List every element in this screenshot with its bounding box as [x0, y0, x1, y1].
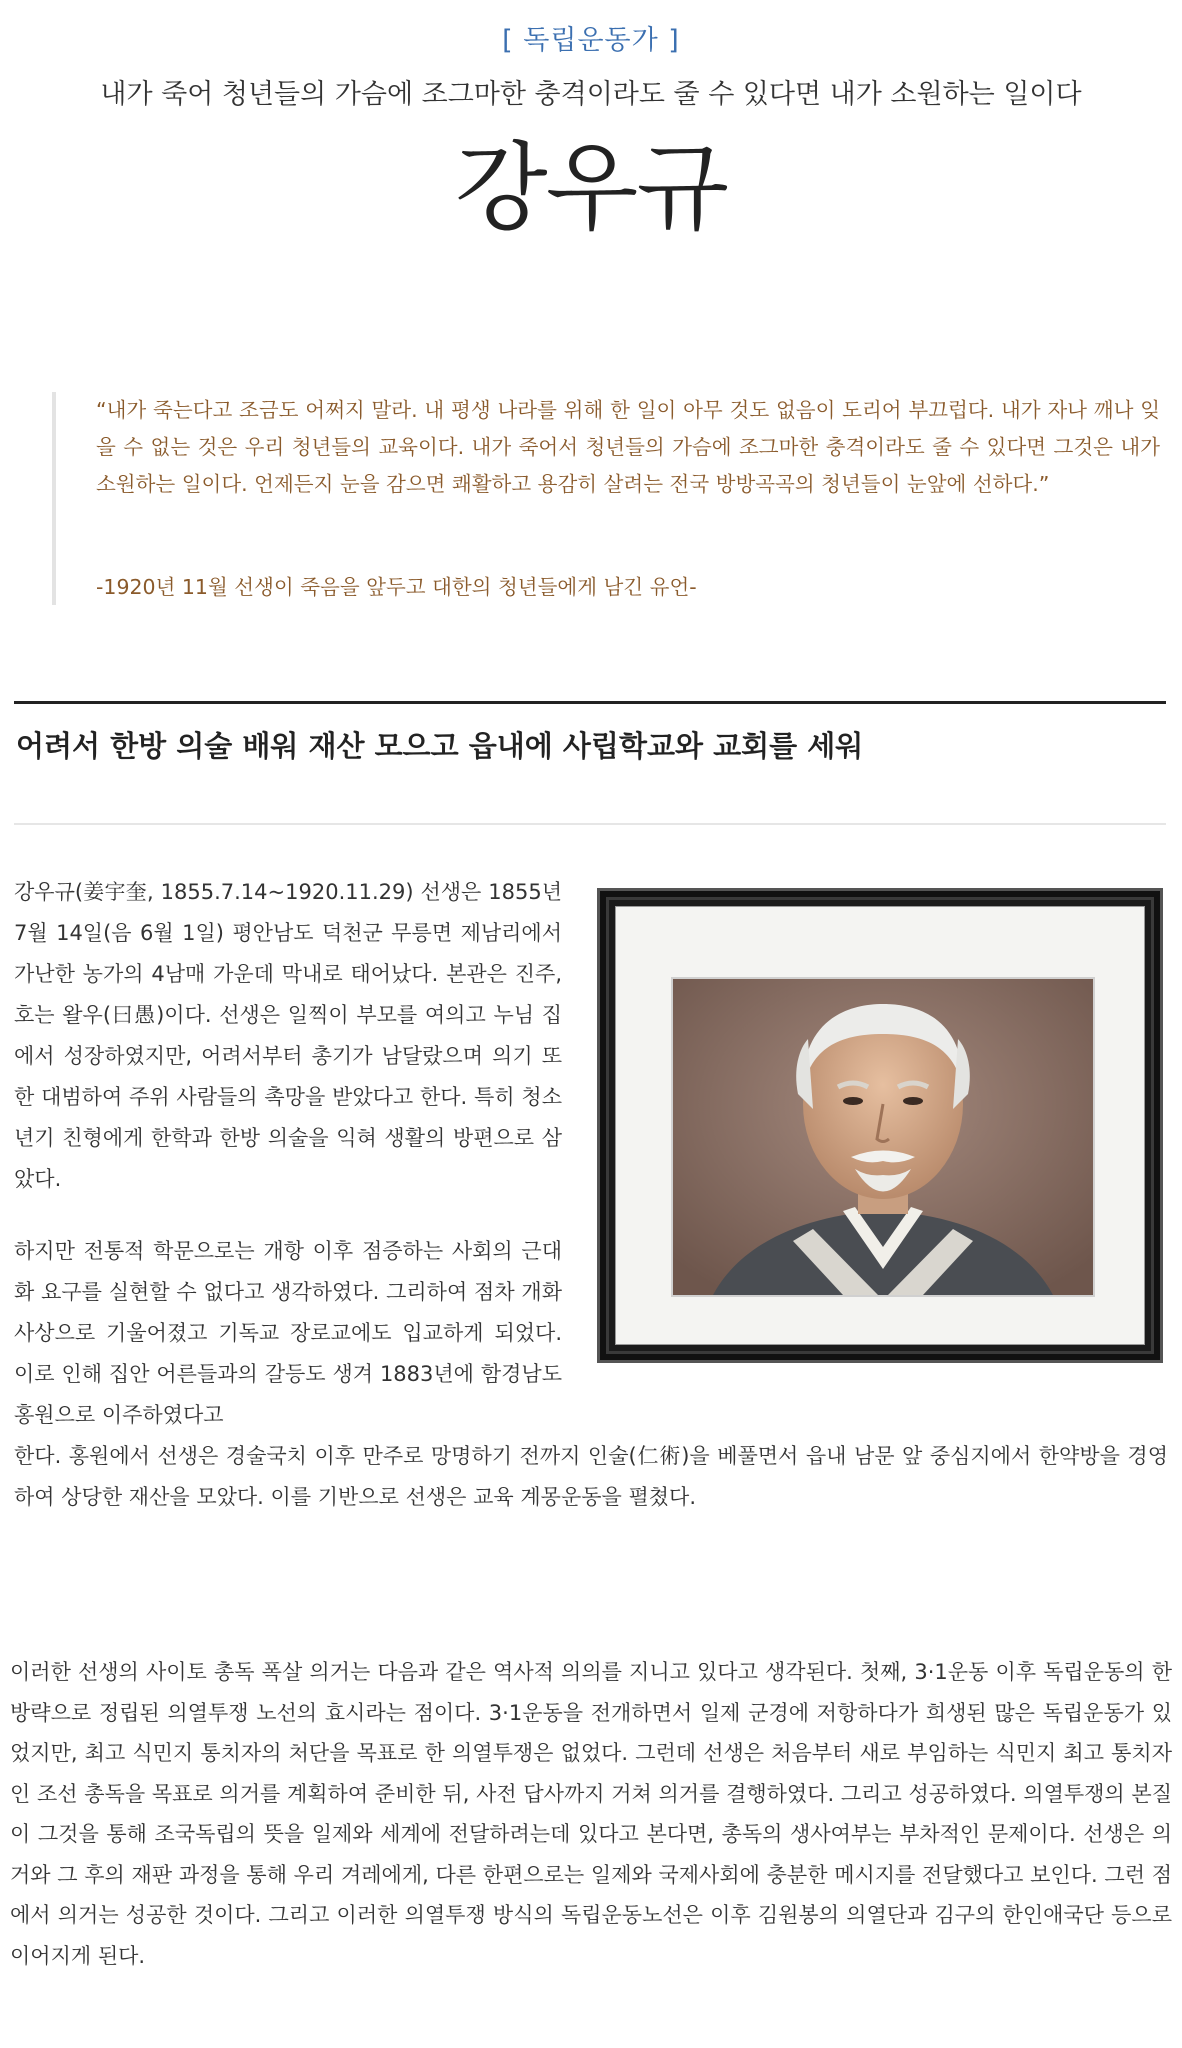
body-paragraph-3: 이러한 선생의 사이토 총독 폭살 의거는 다음과 같은 역사적 의의를 지니고 있다고 생각된다. 첫째, 3·1운동 이후 독립운동의 한 방략으로 정립된 의열투쟁 노선의 효시라는 점이다. 3·1운동을 전개하면서 일제 군경에 저항하다가 희생된 많은 독립운동가 있었지만, 최고 식민지 통치자의 처단을 목표로 한 의열투쟁은 없었다. 그런데 선생은 처음부터 새로 부임하는 식민지 최고 통치자인 조선 총독을 목표로 의거를 계획하여 준비한 뒤, 사전 답사까지 거쳐 의거를 결행하였다. 그리고 성공하였다. 의열투쟁의 본질이 그것을 통해 조국독립의 뜻을 일제와 세계에 전달하려는데 있다고 본다면, 총독의 생사여부는 부차적인 문제이다. 선생은 의거와 그 후의 재판 과정을 통해 우리 겨레에게, 다른 한편으로는 일제와 국제사회에 충분한 메시지를 전달했다고 보인다. 그런 점에서 의거는 성공한 것이다. 그리고 이러한 의열투쟁 방식의 독립운동노선은 이후 김원봉의 의열단과 김구의 한인애국단 등으로 이어지게 된다. — [10, 1660, 1172, 1968]
section-divider — [14, 823, 1166, 825]
page-title: 강우규 — [454, 132, 728, 244]
category-label: [ 독립운동가 ] — [502, 25, 680, 56]
body-paragraph-2-continued: 한다. 홍원에서 선생은 경술국치 이후 만주로 망명하기 전까지 인술(仁術)을 베풀면서 읍내 남문 앞 중심지에서 한약방을 경영하여 상당한 재산을 모았다. 이를 기반으로 선생은 교육 계몽운동을 펼쳤다. — [14, 1444, 1168, 1509]
portrait-frame — [597, 888, 1163, 1363]
section-title: 어려서 한방 의술 배워 재산 모으고 읍내에 사립학교와 교회를 세워 — [16, 729, 864, 763]
portrait-mat — [615, 906, 1145, 1345]
quote-text: “내가 죽는다고 조금도 어쩌지 말라. 내 평생 나라를 위해 한 일이 아무 것도 없음이 도리어 부끄럽다. 내가 자나 깨나 잊을 수 없는 것은 우리 청년들의 교육이다. 내가 죽어서 청년들의 가슴에 조그마한 충격이라도 줄 수 있다면 그것은 내가 소원하는 일이다. 언제든지 눈을 감으면 쾌활하고 용감히 살려는 전국 방방곡곡의 청년들이 눈앞에 선하다.” — [96, 398, 1160, 496]
body-paragraph-1: 강우규(姜宇奎, 1855.7.14~1920.11.29) 선생은 1855년 7월 14일(음 6월 1일) 평안남도 덕천군 무릉면 제남리에서 가난한 농가의 4남매 가운데 막내로 태어났다. 본관은 진주, 호는 왈우(曰愚)이다. 선생은 일찍이 부모를 여의고 누님 집에서 성장하였지만, 어려서부터 총기가 남달랐으며 의기 또한 대범하여 주위 사람들의 촉망을 받았다고 한다. 특히 청소년기 친형에게 한학과 한방 의술을 익혀 생활의 방편으로 삼았다. — [14, 880, 562, 1191]
section-divider-top — [14, 701, 1166, 704]
quote-block — [52, 392, 1166, 605]
quote-source: -1920년 11월 선생이 죽음을 앞두고 대한의 청년들에게 남긴 유언- — [96, 575, 697, 599]
portrait-image — [671, 977, 1095, 1297]
page-subtitle: 내가 죽어 청년들의 가슴에 조그마한 충격이라도 줄 수 있다면 내가 소원하는 일이다 — [100, 79, 1082, 110]
body-paragraph-2: 하지만 전통적 학문으로는 개항 이후 점증하는 사회의 근대화 요구를 실현할 수 없다고 생각하였다. 그리하여 점차 개화사상으로 기울어졌고 기독교 장로교에도 입교하게 되었다. 이로 인해 집안 어른들과의 갈등도 생겨 1883년에 함경남도 홍원으로 이주하였다고 — [14, 1239, 562, 1427]
